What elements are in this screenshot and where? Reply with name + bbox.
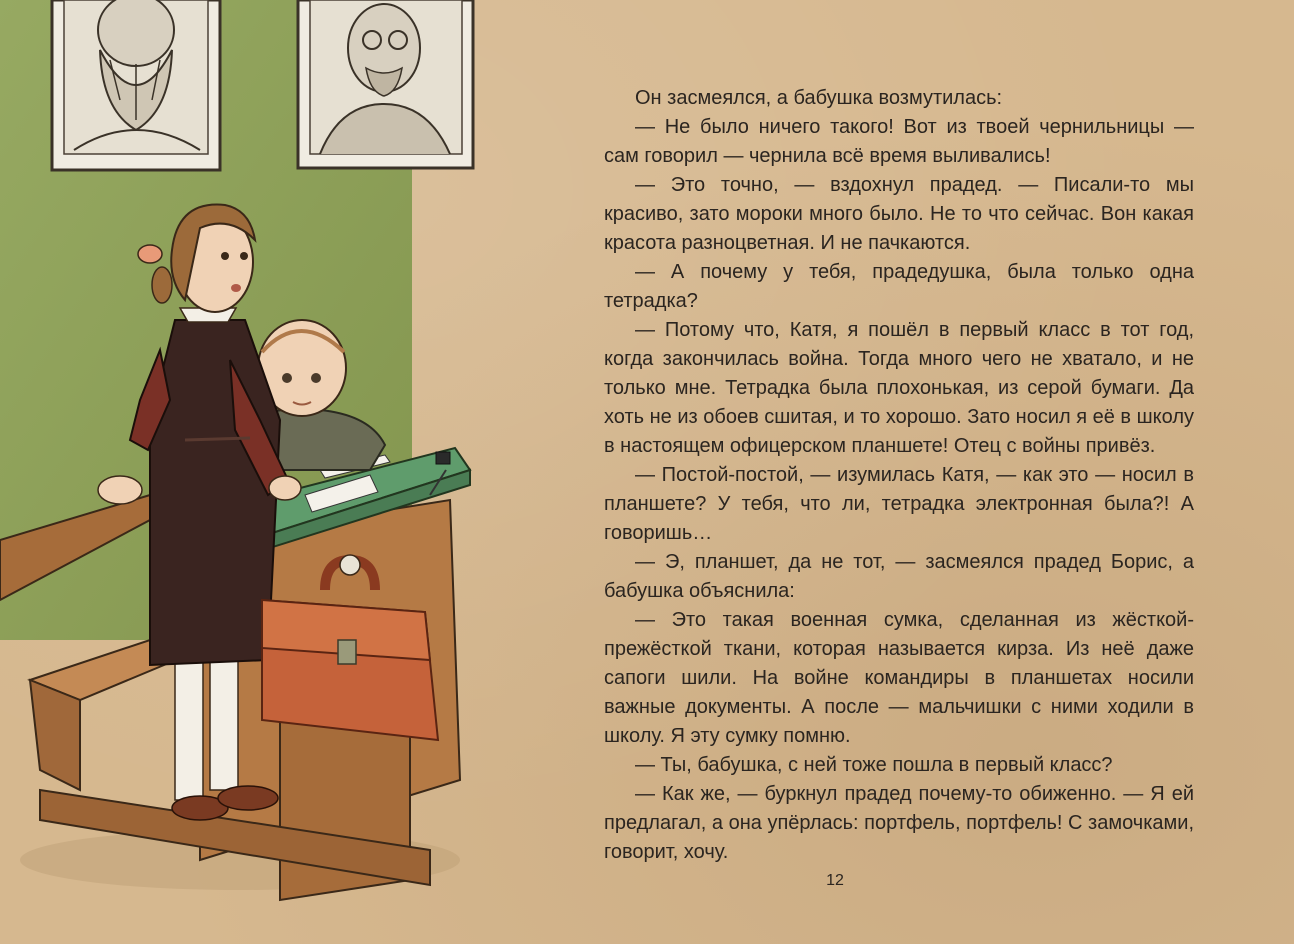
paragraph: — Постой-постой, — изумилась Катя, — как это — носил в планшете? У тебя, что ли, тетрадка электронная была?! А говоришь… bbox=[604, 464, 1194, 544]
paragraph: — Это точно, — вздохнул прадед. — Писали-то мы красиво, зато мороки много было. Не то что сейчас. Вон какая красота разноцветная. И не пачкаются. bbox=[604, 174, 1194, 254]
page-number: 12 bbox=[826, 872, 844, 889]
paragraph: Он засмеялся, а бабушка возмутилась: bbox=[635, 87, 1003, 109]
paragraph: — Потому что, Катя, я пошёл в первый класс в тот год, когда закончилась война. Тогда много чего не хватало, и не только мне. Тетрадка была плохонькая, из серой бумаги. Да хоть не из обоев сшитая, и то хорошо. Зато носил я её в школу в настоящем офицерском планшете! Отец с войны привёз. bbox=[604, 319, 1194, 457]
paragraph: — Э, планшет, да не тот, — засмеялся прадед Борис, а бабушка объяснила: bbox=[604, 551, 1194, 602]
portrait-chekhov-icon bbox=[298, 0, 473, 168]
portrait-tolstoy-icon bbox=[52, 0, 220, 170]
story-text bbox=[604, 84, 1194, 867]
paragraph: — Как же, — буркнул прадед почему-то обиженно. — Я ей предлагал, а она упёрлась: портфель, портфель! С замочками, говорит, хочу. bbox=[604, 783, 1194, 863]
illustration bbox=[0, 0, 600, 944]
paragraph: — А почему у тебя, прадедушка, была только одна тетрадка? bbox=[604, 261, 1194, 312]
paragraph: — Не было ничего такого! Вот из твоей чернильницы — сам говорил — чернила всё время выливались! bbox=[604, 116, 1194, 167]
paragraph: — Это такая военная сумка, сделанная из жёсткой-прежёсткой ткани, которая называется кирза. Из неё даже сапоги шили. На войне командиры в планшетах носили важные документы. А после — мальчишки с ними ходили в школу. Я эту сумку помню. bbox=[604, 609, 1194, 747]
paragraph: — Ты, бабушка, с ней тоже пошла в первый класс? bbox=[635, 754, 1113, 776]
